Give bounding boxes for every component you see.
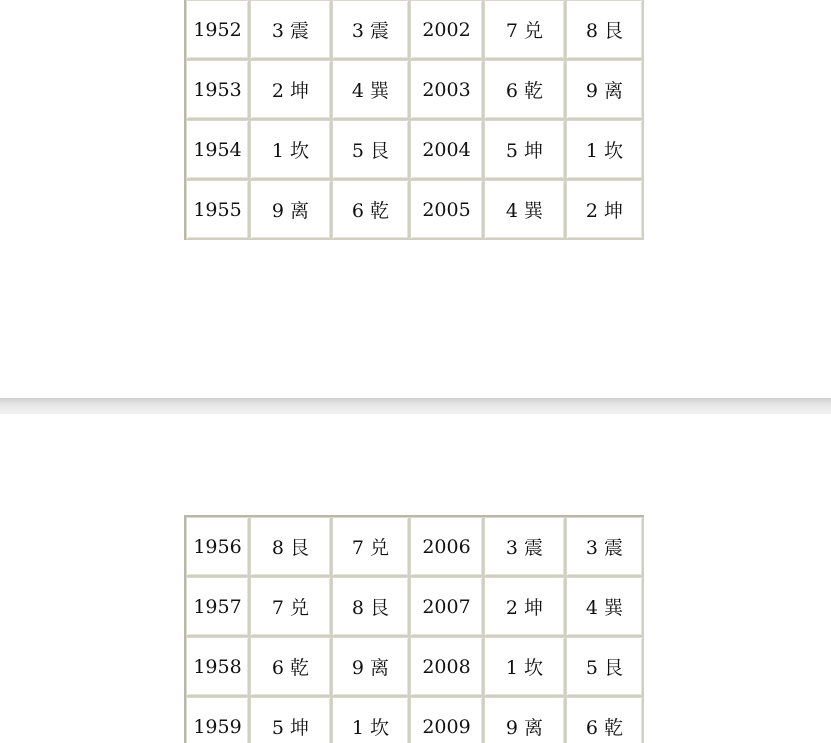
table-row (186, 517, 644, 577)
document-page-bottom (0, 414, 831, 743)
table-cell: 2009 (410, 697, 484, 743)
table-cell: 9 离 (332, 637, 410, 697)
table-cell: 1957 (186, 577, 250, 637)
table-cell: 9 离 (484, 697, 566, 743)
table-cell: 4 巽 (566, 577, 644, 637)
table-cell: 1 坎 (332, 697, 410, 743)
table-cell: 1 坎 (250, 120, 332, 180)
table-row (186, 120, 644, 180)
table-cell: 5 艮 (332, 120, 410, 180)
table-cell: 1 坎 (484, 637, 566, 697)
table-row (186, 697, 644, 743)
table-cell: 2 坤 (566, 180, 644, 240)
table-cell: 5 坤 (250, 697, 332, 743)
page-separator (0, 398, 831, 414)
table-cell: 8 艮 (332, 577, 410, 637)
table-cell: 9 离 (566, 60, 644, 120)
table-cell: 2006 (410, 517, 484, 577)
table-cell: 2003 (410, 60, 484, 120)
table-cell: 1959 (186, 697, 250, 743)
table-cell: 6 乾 (484, 60, 566, 120)
table-cell: 7 兑 (484, 0, 566, 60)
table-cell: 1952 (186, 0, 250, 60)
table-cell: 6 乾 (250, 637, 332, 697)
table-cell: 2005 (410, 180, 484, 240)
table-cell: 2002 (410, 0, 484, 60)
table-cell: 4 巽 (484, 180, 566, 240)
table-cell: 1955 (186, 180, 250, 240)
table-row (186, 637, 644, 697)
table-cell: 7 兑 (332, 517, 410, 577)
table-cell: 1954 (186, 120, 250, 180)
table-row (186, 60, 644, 120)
table-row (186, 577, 644, 637)
table-cell: 2 坤 (250, 60, 332, 120)
table-cell: 4 巽 (332, 60, 410, 120)
year-trigram-table-1 (184, 0, 644, 240)
table-cell: 6 乾 (566, 697, 644, 743)
table-cell: 2 坤 (484, 577, 566, 637)
table-cell: 1956 (186, 517, 250, 577)
table-cell: 1953 (186, 60, 250, 120)
table-cell: 8 艮 (566, 0, 644, 60)
table-cell: 7 兑 (250, 577, 332, 637)
table-cell: 5 艮 (566, 637, 644, 697)
table-cell: 2007 (410, 577, 484, 637)
year-trigram-table-2 (184, 515, 644, 743)
table-cell: 8 艮 (250, 517, 332, 577)
table-cell: 2004 (410, 120, 484, 180)
table-cell: 9 离 (250, 180, 332, 240)
table-cell: 3 震 (484, 517, 566, 577)
table-cell: 3 震 (566, 517, 644, 577)
table-row (186, 180, 644, 240)
table-cell: 3 震 (332, 0, 410, 60)
table-cell: 1958 (186, 637, 250, 697)
table-row (186, 0, 644, 60)
table-cell: 1 坎 (566, 120, 644, 180)
table-cell: 2008 (410, 637, 484, 697)
table-cell: 6 乾 (332, 180, 410, 240)
table-cell: 3 震 (250, 0, 332, 60)
table-cell: 5 坤 (484, 120, 566, 180)
